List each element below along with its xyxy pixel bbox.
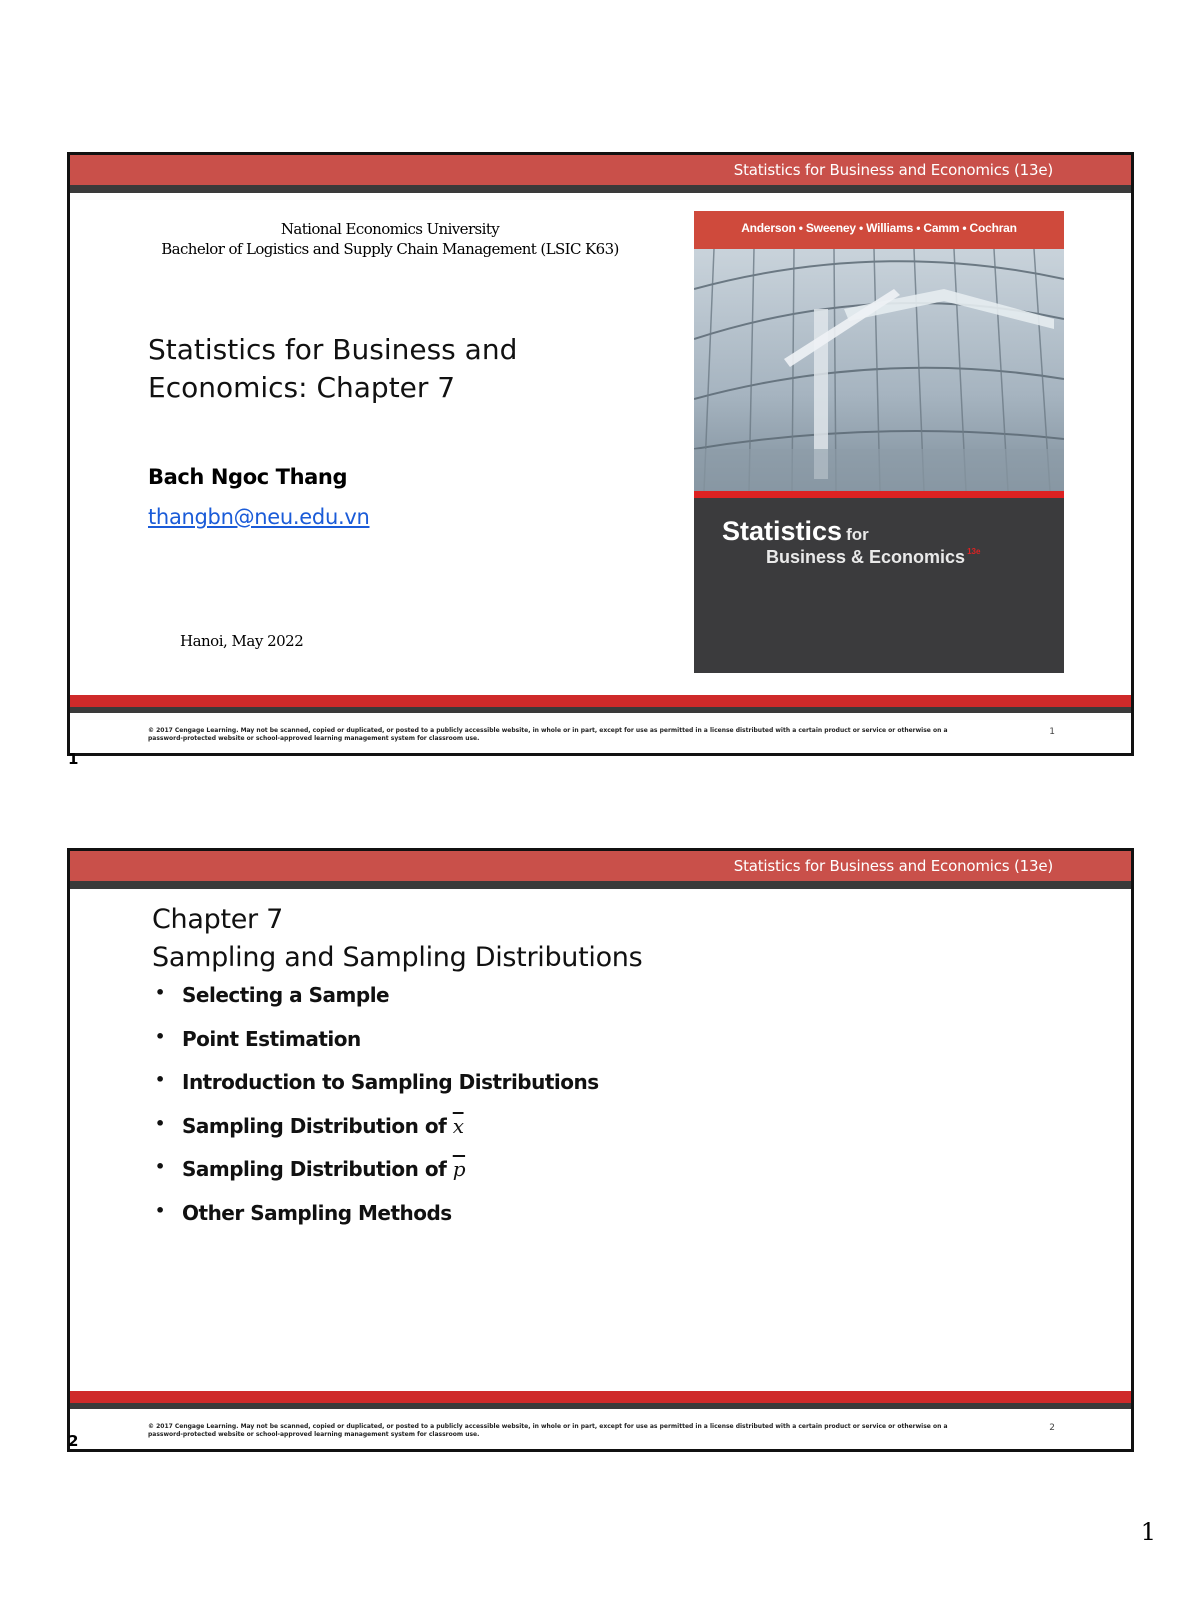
footer-band [70, 695, 1131, 713]
slide-title [148, 331, 648, 407]
topic-item: • Sampling Distribution of $\overline{p}$ [152, 1157, 599, 1201]
cover-title-main: Statistics [722, 516, 843, 546]
slide-1 [67, 152, 1134, 756]
university-name: National Economics University [280, 220, 500, 238]
header-title: Statistics for Business and Economics (13e) [733, 857, 1053, 875]
cover-title-for: for [846, 525, 869, 544]
slide-header-bar [70, 155, 1131, 193]
program-name: Bachelor of Logistics and Supply Chain Management (LSIC K63) [161, 240, 619, 258]
title-line-2: Economics: Chapter 7 [148, 371, 456, 404]
cover-title [722, 516, 869, 547]
author-name: Bach Ngoc Thang [148, 465, 348, 489]
cover-architecture-photo [694, 249, 1064, 491]
topic-item: • Other Sampling Methods [152, 1201, 599, 1245]
cover-edition: 13e [967, 547, 981, 556]
slide-header-bar [70, 851, 1131, 889]
footer-band [70, 1391, 1131, 1409]
date-location: Hanoi, May 2022 [180, 632, 304, 650]
book-cover-image [694, 211, 1064, 673]
footer-copyright: © 2017 Cengage Learning. May not be scanned, copied or duplicated, or posted to a publicly accessible website, in whole or in part, except for use as permitted in a license distributed with a certain product or service or otherwise on a password-protected website or school-approved learning management system for classroom use. [148, 1423, 948, 1438]
slide-number: 1 [1049, 727, 1055, 737]
header-title: Statistics for Business and Economics (13e) [733, 161, 1053, 179]
page-label-2: 2 [68, 1432, 79, 1450]
topic-item: • Point Estimation [152, 1027, 599, 1071]
slide-number: 2 [1049, 1423, 1055, 1433]
chapter-title: Sampling and Sampling Distributions [152, 942, 643, 973]
chapter-label: Chapter 7 [152, 904, 284, 935]
slide-2 [67, 848, 1134, 1452]
cover-subtitle-text: Business & Economics [766, 547, 966, 567]
p-bar-symbol: $\overline{p}$ [452, 1157, 466, 1181]
topic-item: • Selecting a Sample [152, 983, 599, 1027]
footer-copyright: © 2017 Cengage Learning. May not be scanned, copied or duplicated, or posted to a publicly accessible website, in whole or in part, except for use as permitted in a license distributed with a certain product or service or otherwise on a password-protected website or school-approved learning management system for classroom use. [148, 727, 948, 742]
cover-red-line [694, 491, 1064, 498]
title-line-1: Statistics for Business and [148, 333, 518, 366]
university-block [110, 219, 670, 259]
cover-authors: Anderson • Sweeney • Williams • Camm • Cochran [741, 221, 1017, 235]
cover-authors-band [694, 211, 1064, 249]
slide-title [152, 901, 852, 977]
topic-item: • Introduction to Sampling Distributions [152, 1070, 599, 1114]
page-label-1: 1 [68, 750, 79, 768]
x-bar-symbol: $\overline{x}$ [452, 1113, 464, 1138]
author-email-link[interactable]: thangbn@neu.edu.vn [148, 505, 370, 529]
cover-subtitle [766, 547, 980, 568]
topic-item: • Sampling Distribution of $\overline{x}$ [152, 1114, 599, 1158]
topic-list [152, 983, 599, 1244]
sheet-number: 1 [1140, 1518, 1156, 1546]
